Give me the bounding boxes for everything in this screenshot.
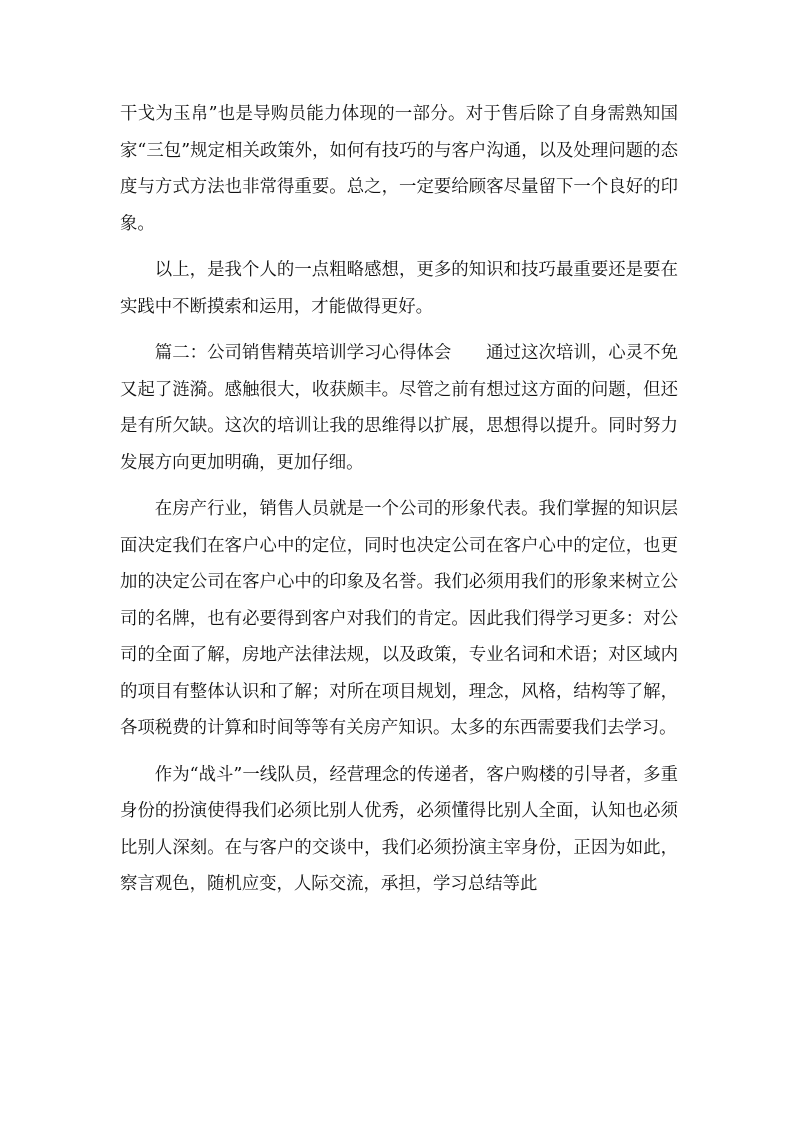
paragraph-4: 在房产行业，销售人员就是一个公司的形象代表。我们掌握的知识层面决定我们在客户心中的定位，同时也决定公司在客户心中的定位，也更加的决定公司在客户心中的印象及名誉。我们必须用我们的形象来树立公司的名牌，也有必要得到客户对我们的肯定。因此我们得学习更多：对公司的全面了解，房地产法律法规，以及政策，专业名词和术语；对区域内的项目有整体认识和了解；对所在项目规划，理念，风格，结构等了解，各项税费的计算和时间等等有关房产知识。太多的东西需要我们去学习。	[120, 499, 678, 738]
paragraph-2: 以上，是我个人的一点粗略感想，更多的知识和技巧最重要还是要在实践中不断摸索和运用，才能做得更好。	[120, 260, 678, 317]
paragraph-3: 篇二：公司销售精英培训学习心得体会 通过这次培训，心灵不免又起了涟漪。感触很大，收获颇丰。尽管之前有想过这方面的问题，但还是有所欠缺。这次的培训让我的思维得以扩展，思想得以提升。同时努力发展方向更加明确，更加仔细。	[120, 343, 678, 473]
paragraph-1: 干戈为玉帛”也是导购员能力体现的一部分。对于售后除了自身需熟知国家“三包”规定相关政策外，如何有技巧的与客户沟通，以及处理问题的态度与方式方法也非常得重要。总之，一定要给顾客尽量留下一个良好的印象。	[120, 104, 678, 234]
paragraph-5: 作为“战斗”一线队员，经营理念的传递者，客户购楼的引导者，多重身份的扮演使得我们必须比别人优秀，必须懂得比别人全面，认知也必须比别人深刻。在与客户的交谈中，我们必须扮演主宰身份，正因为如此，察言观色，随机应变，人际交流，承担，学习总结等此	[120, 764, 678, 894]
document-body	[120, 96, 678, 913]
